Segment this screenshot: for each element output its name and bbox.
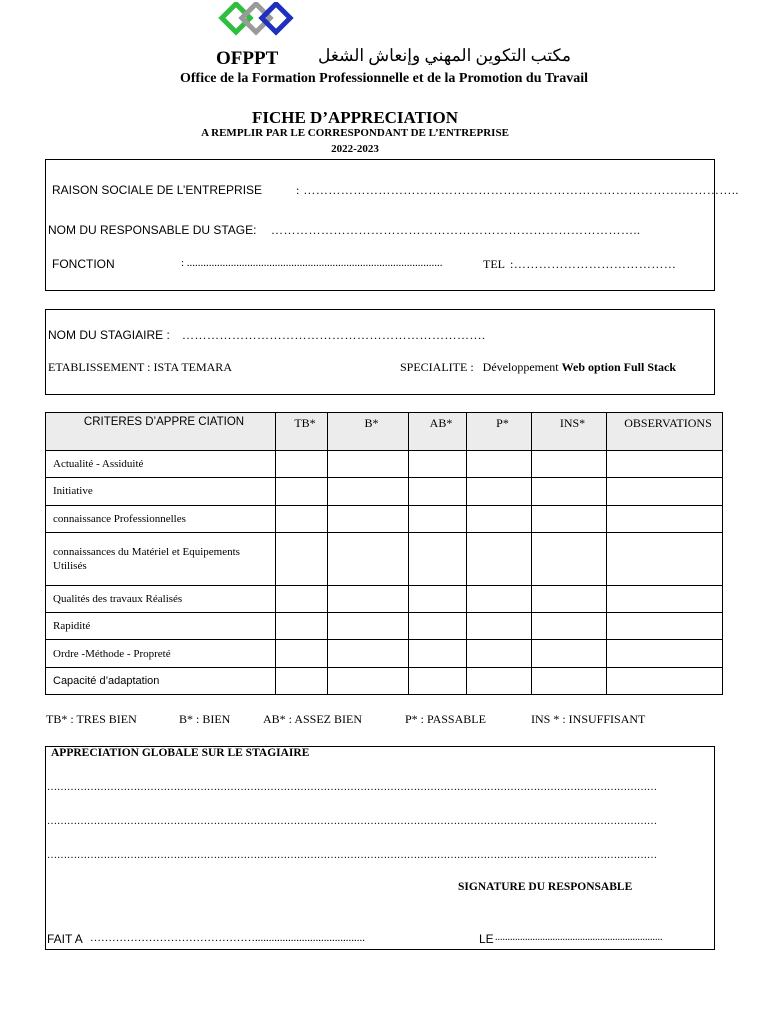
- observation-cell[interactable]: [607, 613, 723, 640]
- academic-year: 2022-2023: [331, 143, 379, 155]
- rating-cell[interactable]: [409, 640, 467, 667]
- table-row: [46, 613, 723, 640]
- header-ins: INS*: [532, 413, 607, 451]
- rating-cell[interactable]: [276, 667, 328, 694]
- criterion-label: Ordre -Méthode - Propreté: [46, 640, 276, 667]
- criterion-label: Rapidité: [46, 613, 276, 640]
- legend-ab: AB* : ASSEZ BIEN: [263, 712, 363, 726]
- arabic-name: مكتب التكوين المهني وإنعاش الشغل: [318, 46, 571, 65]
- specialite-option: Web option Full Stack: [561, 360, 677, 374]
- fonction-field[interactable]: : .............................................................................................: [181, 257, 443, 269]
- rating-cell[interactable]: [409, 505, 467, 532]
- logo-name: OFPPT: [216, 48, 279, 69]
- table-row: [46, 478, 723, 505]
- specialite-value: Développement: [482, 360, 559, 374]
- rating-cell[interactable]: [276, 478, 328, 505]
- rating-cell[interactable]: [467, 505, 532, 532]
- fonction-label: FONCTION: [52, 257, 115, 271]
- tel-field[interactable]: :…………………………………: [510, 257, 677, 271]
- fait-a-field[interactable]: ………………………………………........................................: [90, 932, 365, 944]
- criterion-label: connaissances du Matériel et Equipements Utilisés: [46, 532, 276, 585]
- rating-cell[interactable]: [328, 585, 409, 612]
- table-row: [46, 532, 723, 585]
- legend-b: B* : BIEN: [179, 712, 231, 726]
- header-p: P*: [467, 413, 532, 451]
- rating-cell[interactable]: [328, 451, 409, 478]
- logo-diamond-grey: [242, 4, 270, 32]
- logo-diamond-blue: [262, 4, 290, 32]
- le-field[interactable]: ...................................................................: [495, 932, 663, 943]
- rating-cell[interactable]: [409, 478, 467, 505]
- specialite-label: SPECIALITE :: [400, 360, 474, 374]
- rating-cell[interactable]: [409, 667, 467, 694]
- rating-cell[interactable]: [276, 585, 328, 612]
- global-appreciation-title: APPRECIATION GLOBALE SUR LE STAGIAIRE: [51, 747, 310, 759]
- rating-cell[interactable]: [532, 613, 607, 640]
- legend-tb: TB* : TRES BIEN: [46, 712, 137, 726]
- raison-sociale-label: RAISON SOCIALE DE L’ENTREPRISE: [52, 183, 263, 197]
- table-row: [46, 451, 723, 478]
- rating-cell[interactable]: [328, 640, 409, 667]
- logo-diamond-green: [222, 4, 250, 32]
- rating-cell[interactable]: [328, 505, 409, 532]
- table-header-row: [46, 413, 723, 451]
- signature-label: SIGNATURE DU RESPONSABLE: [458, 881, 633, 893]
- rating-cell[interactable]: [276, 451, 328, 478]
- appreciation-line-3[interactable]: …………………………………………………………………………………………………………………………………………………………………: [47, 850, 657, 861]
- tel-label: TEL: [483, 257, 505, 271]
- rating-cell[interactable]: [328, 478, 409, 505]
- rating-cell[interactable]: [409, 613, 467, 640]
- rating-cell[interactable]: [467, 585, 532, 612]
- rating-cell[interactable]: [467, 451, 532, 478]
- criterion-label: Qualités des travaux Réalisés: [46, 585, 276, 612]
- trainee-info-box: [45, 309, 715, 395]
- responsable-label: NOM DU RESPONSABLE DU STAGE:: [48, 223, 257, 237]
- legend-ins: INS * : INSUFFISANT: [531, 712, 646, 726]
- rating-cell[interactable]: [467, 478, 532, 505]
- observation-cell[interactable]: [607, 478, 723, 505]
- header-tb: TB*: [276, 413, 328, 451]
- responsable-field[interactable]: ……………………………………………………………………………..: [271, 223, 641, 237]
- rating-cell[interactable]: [532, 478, 607, 505]
- criterion-label: Actualité - Assiduité: [46, 451, 276, 478]
- criterion-label: connaissance Professionnelles: [46, 505, 276, 532]
- rating-cell[interactable]: [532, 451, 607, 478]
- observation-cell[interactable]: [607, 532, 723, 585]
- rating-cell[interactable]: [467, 532, 532, 585]
- rating-cell[interactable]: [276, 532, 328, 585]
- criteria-table: [45, 412, 723, 695]
- stagiaire-label: NOM DU STAGIAIRE :: [48, 328, 170, 342]
- rating-cell[interactable]: [409, 532, 467, 585]
- le-label: LE: [479, 932, 494, 946]
- organization-name: Office de la Formation Professionnelle et de la Promotion du Travail: [179, 71, 589, 86]
- ofppt-logo: [216, 2, 300, 38]
- legend-p: P* : PASSABLE: [405, 712, 486, 726]
- criterion-label: Initiative: [46, 478, 276, 505]
- table-row: [46, 667, 723, 694]
- observation-cell[interactable]: [607, 640, 723, 667]
- rating-cell[interactable]: [409, 585, 467, 612]
- rating-cell[interactable]: [328, 613, 409, 640]
- etablissement-text: ETABLISSEMENT : ISTA TEMARA: [48, 360, 232, 374]
- rating-cell[interactable]: [467, 640, 532, 667]
- observation-cell[interactable]: [607, 667, 723, 694]
- rating-cell[interactable]: [532, 640, 607, 667]
- rating-cell[interactable]: [532, 667, 607, 694]
- observation-cell[interactable]: [607, 585, 723, 612]
- global-appreciation-box: [45, 746, 715, 950]
- table-row: [46, 585, 723, 612]
- page-subtitle: A REMPLIR PAR LE CORRESPONDANT DE L’ENTREPRISE: [201, 127, 509, 139]
- header-observations: OBSERVATIONS: [607, 413, 723, 451]
- rating-cell[interactable]: [532, 585, 607, 612]
- criterion-label: Capacité d’adaptation: [46, 667, 276, 694]
- table-row: [46, 505, 723, 532]
- rating-cell[interactable]: [276, 640, 328, 667]
- rating-cell[interactable]: [328, 532, 409, 585]
- rating-cell[interactable]: [467, 667, 532, 694]
- page-title: FICHE D’APPRECIATION: [251, 108, 459, 127]
- rating-cell[interactable]: [467, 613, 532, 640]
- observation-cell[interactable]: [607, 451, 723, 478]
- rating-cell[interactable]: [276, 613, 328, 640]
- fait-a-label: FAIT A: [47, 932, 83, 946]
- specialite-text: [400, 360, 676, 375]
- rating-cell[interactable]: [532, 532, 607, 585]
- rating-cell[interactable]: [532, 505, 607, 532]
- header-criteres: CRITERES D’APPRE CIATION: [46, 413, 276, 451]
- table-row: [46, 640, 723, 667]
- appreciation-line-2[interactable]: …………………………………………………………………………………………………………………………………………………………………: [47, 816, 657, 827]
- stagiaire-field[interactable]: ……………………………………………………………….: [182, 328, 486, 342]
- rating-cell[interactable]: [328, 667, 409, 694]
- rating-cell[interactable]: [409, 451, 467, 478]
- observation-cell[interactable]: [607, 505, 723, 532]
- header-b: B*: [328, 413, 409, 451]
- rating-cell[interactable]: [276, 505, 328, 532]
- raison-sociale-field[interactable]: : ……………………………………………………………………………….…………..: [296, 183, 739, 197]
- header-ab: AB*: [409, 413, 467, 451]
- appreciation-line-1[interactable]: …………………………………………………………………………………………………………………………………………………………………: [47, 782, 657, 793]
